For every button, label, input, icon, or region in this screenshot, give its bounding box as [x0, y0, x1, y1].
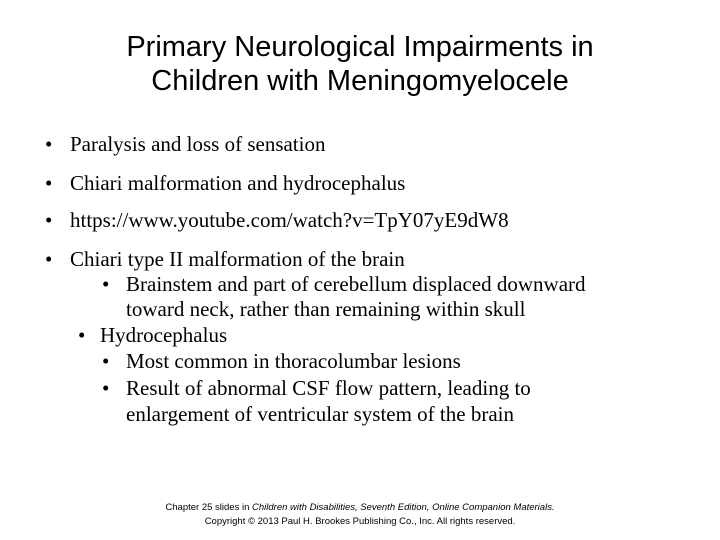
- bullet-paralysis: Paralysis and loss of sensation: [70, 132, 326, 156]
- bullet-icon: •: [102, 376, 110, 400]
- bullet-icon: •: [45, 208, 53, 232]
- bullet-icon: •: [45, 247, 53, 271]
- bullet-csf-line-2: enlargement of ventricular system of the brain: [126, 402, 514, 426]
- footer-copyright: Copyright © 2013 Paul H. Brookes Publishing Co., Inc. All rights reserved.: [204, 516, 516, 527]
- bullet-icon: •: [102, 349, 110, 373]
- bullet-icon: •: [78, 323, 86, 347]
- bullet-chiari-type-2: Chiari type II malformation of the brain: [70, 247, 405, 271]
- footer-citation: [60, 501, 660, 529]
- bullet-thoracolumbar: Most common in thoracolumbar lesions: [126, 349, 461, 373]
- bullet-icon: •: [45, 171, 53, 195]
- footer-prefix: Chapter 25 slides in: [165, 502, 253, 513]
- slide-title-line-2: Children with Meningomyelocele: [151, 65, 569, 97]
- footer-line-1: [60, 501, 660, 515]
- bullet-brainstem-line-1: Brainstem and part of cerebellum displaced downward: [126, 272, 586, 296]
- footer-book-title: Children with Disabilities, Seventh Edition, Online Companion Materials.: [252, 502, 555, 513]
- youtube-link[interactable]: https://www.youtube.com/watch?v=TpY07yE9dW8: [70, 208, 509, 232]
- bullet-hydrocephalus: Hydrocephalus: [100, 323, 228, 347]
- bullet-brainstem-line-2: toward neck, rather than remaining within skull: [126, 297, 526, 321]
- bullet-chiari-hydrocephalus: Chiari malformation and hydrocephalus: [70, 171, 406, 195]
- slide-title-line-1: Primary Neurological Impairments in: [126, 31, 594, 63]
- bullet-icon: •: [45, 132, 53, 156]
- bullet-csf-line-1: Result of abnormal CSF flow pattern, leading to: [126, 376, 531, 400]
- bullet-icon: •: [102, 272, 110, 296]
